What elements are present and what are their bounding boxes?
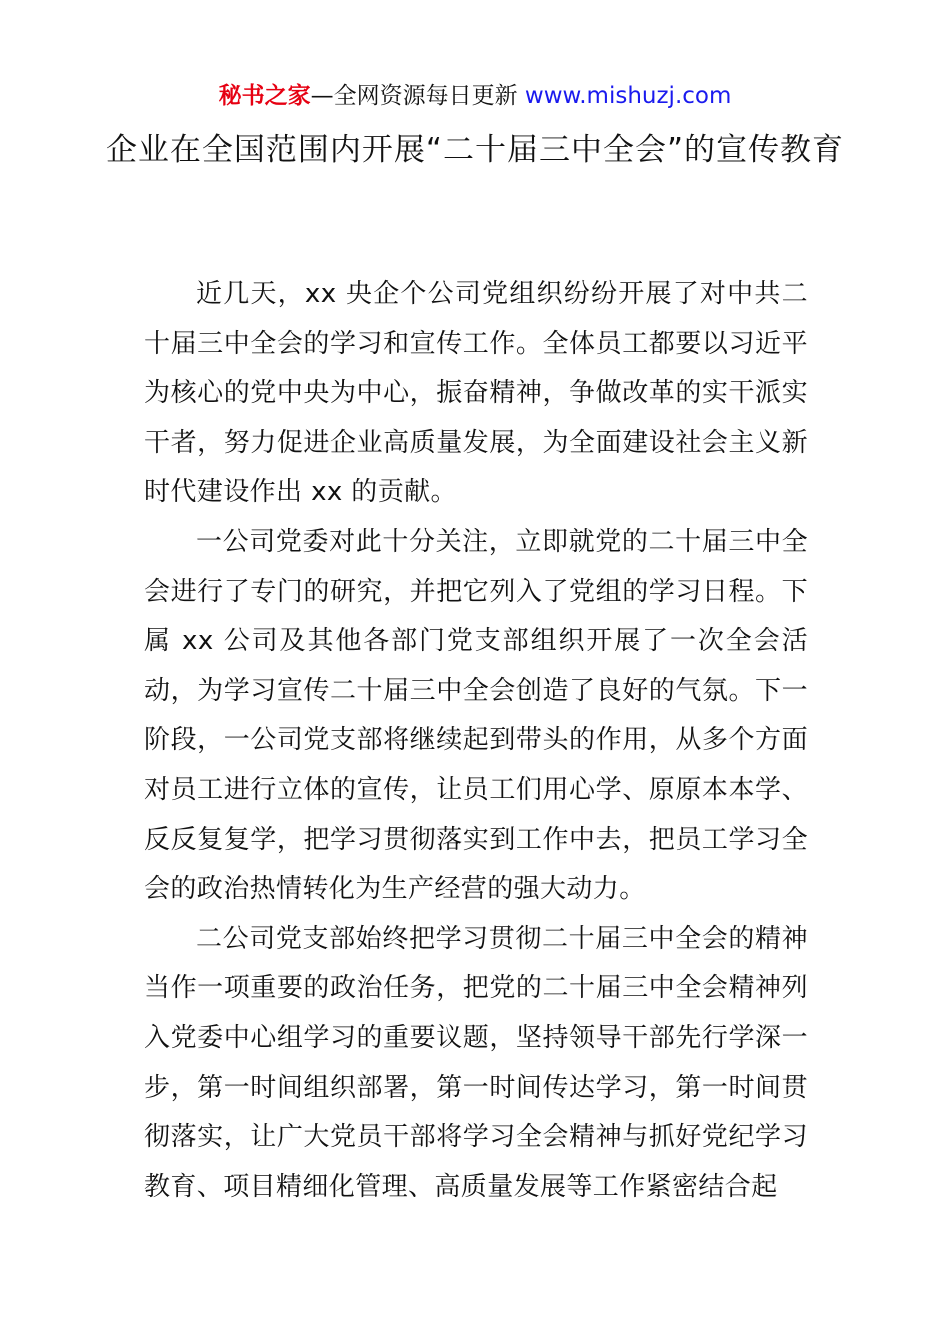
paragraph-3: 二公司党支部始终把学习贯彻二十届三中全会的精神当作一项重要的政治任务，把党的二十届三中全会精神列入党委中心组学习的重要议题，坚持领导干部先行学深一步，第一时间组织部署，第一时间传达学习，第一时间贯彻落实，让广大党员干部将学习全会精神与抓好党纪学习教育、项目精细化管理、高质量发展等工作紧密结合起	[144, 923, 808, 1202]
site-header	[0, 80, 950, 112]
site-url-link[interactable]: www.mishuzj.com	[524, 83, 732, 109]
paragraph-2: 一公司党委对此十分关注，立即就党的二十届三中全会进行了专门的研究，并把它列入了党组的学习日程。下属 xx 公司及其他各部门党支部组织开展了一次全会活动，为学习宣传二十届三中全会创造了良好的气氛。下一阶段，一公司党支部将继续起到带头的作用，从多个方面对员工进行立体的宣传，让员工们用心学、原原本本学、反反复复学，把学习贯彻落实到工作中去，把员工学习全会的政治热情转化为生产经营的强大动力。	[144, 526, 808, 905]
paragraph-1: 近几天，xx 央企个公司党组织纷纷开展了对中共二十届三中全会的学习和宣传工作。全体员工都要以习近平为核心的党中央为中心，振奋精神，争做改革的实干派实干者，努力促进企业高质量发展，为全面建设社会主义新时代建设作出 xx 的贡献。	[144, 279, 808, 508]
document-title: 企业在全国范围内开展“二十届三中全会”的宣传教育	[105, 132, 845, 168]
document-body	[144, 270, 808, 1212]
site-name: 秘书之家	[218, 83, 311, 109]
site-tagline: —全网资源每日更新	[310, 83, 525, 109]
